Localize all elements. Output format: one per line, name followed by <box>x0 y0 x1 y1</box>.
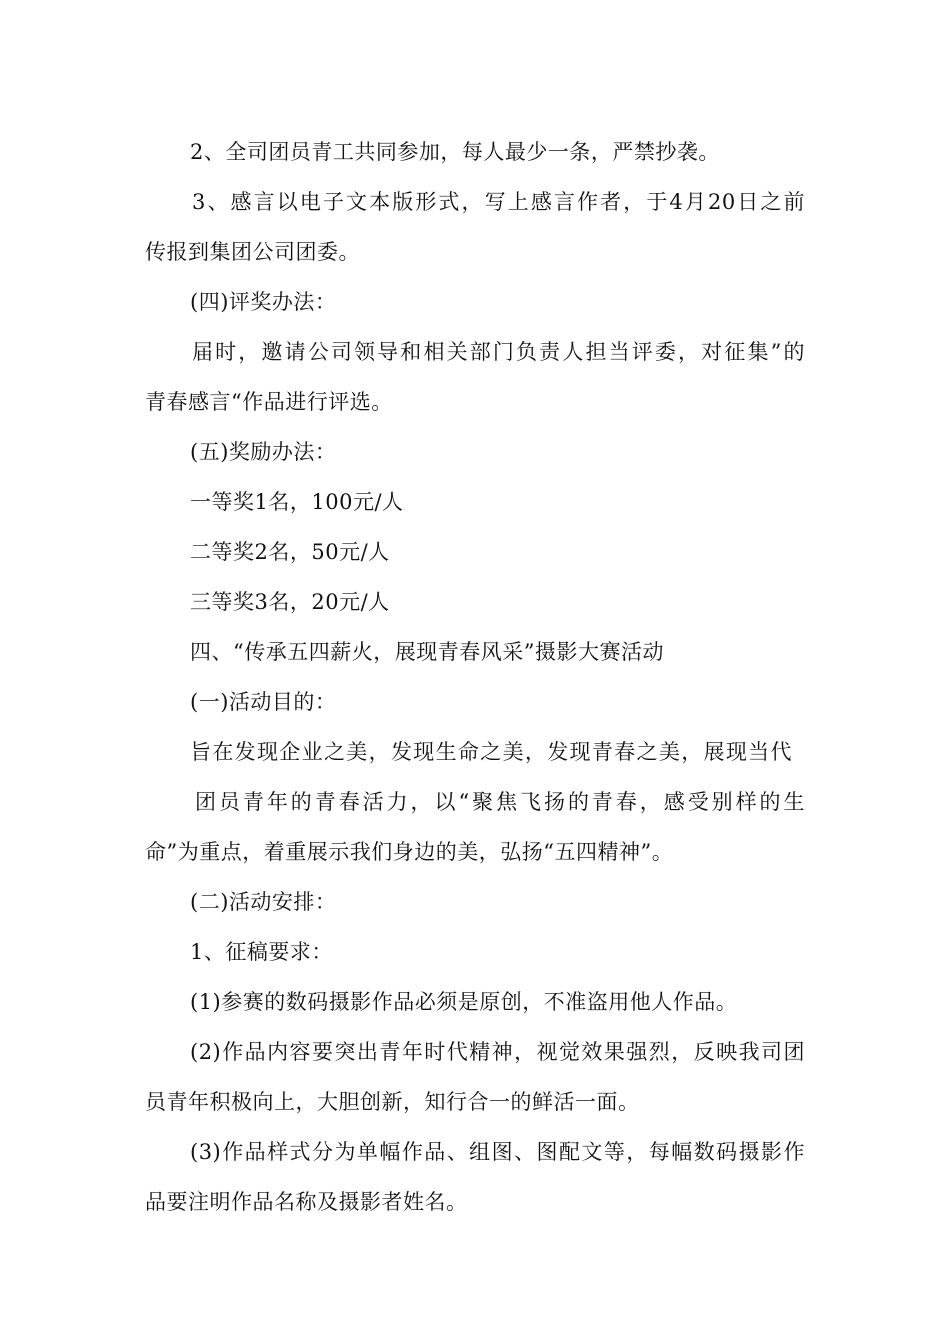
paragraph-line-1: 2、全司团员青工共同参加，每人最少一条，严禁抄袭。 <box>190 140 720 164</box>
requirement-3-line-1: (3)作品样式分为单幅作品、组图、图配文等，每幅数码摄影作 <box>190 1140 805 1164</box>
section-heading-purpose: (一)活动目的： <box>190 690 337 714</box>
subheading-submission-requirements: 1、征稿要求： <box>190 940 333 964</box>
requirement-2-line-2: 员青年积极向上，大胆创新，知行合一的鲜活一面。 <box>145 1090 640 1114</box>
requirement-2-line-1: (2)作品内容要突出青年时代精神，视觉效果强烈，反映我司团 <box>190 1040 805 1064</box>
paragraph-line-6: 青春感言“作品进行评选。 <box>145 390 393 414</box>
section-heading-rewards: (五)奖励办法： <box>190 440 337 464</box>
requirement-1: (1)参赛的数码摄影作品必须是原创，不准盗用他人作品。 <box>190 990 738 1014</box>
requirement-3-line-2: 品要注明作品名称及摄影者姓名。 <box>145 1190 468 1214</box>
section-heading-arrangement: (二)活动安排： <box>190 890 337 914</box>
paragraph-line-14: 团员青年的青春活力，以“聚焦飞扬的青春，感受别样的生 <box>195 790 805 814</box>
section-heading-photo-contest: 四、“传承五四薪火，展现青春风采”摄影大赛活动 <box>190 640 664 664</box>
reward-second-prize: 二等奖2名，50元/人 <box>190 540 390 564</box>
section-heading-judging: (四)评奖办法： <box>190 290 337 314</box>
paragraph-line-5: 届时，邀请公司领导和相关部门负责人担当评委，对征集”的 <box>192 340 805 364</box>
paragraph-line-15: 命”为重点，着重展示我们身边的美，弘扬“五四精神”。 <box>145 840 674 864</box>
paragraph-line-3: 传报到集团公司团委。 <box>145 240 360 264</box>
paragraph-line-2: 3、感言以电子文本版形式，写上感言作者，于4月20日之前 <box>192 190 805 214</box>
reward-third-prize: 三等奖3名，20元/人 <box>190 590 390 614</box>
paragraph-line-13: 旨在发现企业之美，发现生命之美，发现青春之美，展现当代 <box>190 740 792 764</box>
reward-first-prize: 一等奖1名，100元/人 <box>190 490 404 514</box>
